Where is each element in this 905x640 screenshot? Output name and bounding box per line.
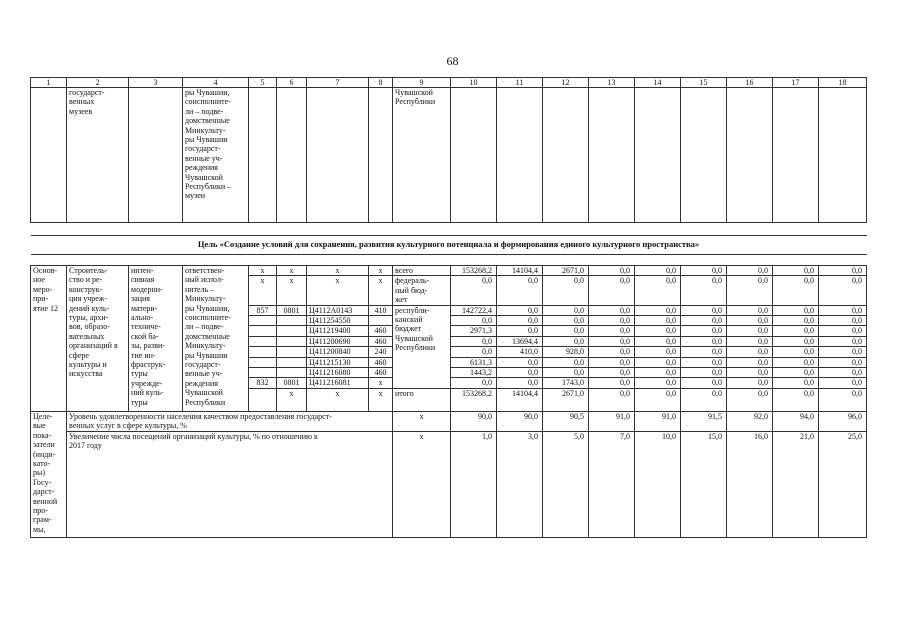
amount-cell: 0,0	[819, 316, 867, 326]
amount-cell: 0,0	[543, 276, 589, 305]
amount-cell: 2671,0	[543, 266, 589, 276]
page-number: 68	[446, 54, 459, 68]
table-cell: x	[249, 276, 277, 305]
amount-cell: 1743,0	[543, 378, 589, 388]
amount-cell: 0,0	[681, 357, 727, 367]
funding-source: итого	[393, 388, 451, 411]
amount-cell: 0,0	[681, 388, 727, 411]
amount-cell: 0,0	[773, 378, 819, 388]
amount-cell: 0,0	[589, 276, 635, 305]
amount-cell: 0,0	[681, 316, 727, 326]
amount-cell: 0,0	[451, 347, 497, 357]
indicator-value: 91,0	[589, 411, 635, 431]
amount-cell: 0,0	[497, 316, 543, 326]
amount-cell: 0,0	[635, 336, 681, 346]
amount-cell: 0,0	[773, 357, 819, 367]
table-cell: 857	[249, 305, 277, 315]
table-cell	[249, 347, 277, 357]
table-cell	[277, 368, 307, 378]
indicator-value: 90,0	[497, 411, 543, 431]
amount-cell: 0,0	[773, 336, 819, 346]
amount-cell: 0,0	[819, 378, 867, 388]
indicator-value: 7,0	[589, 431, 635, 537]
target-article-code: Ц411254550	[307, 316, 369, 326]
table-cell: x	[249, 266, 277, 276]
amount-cell: 0,0	[635, 305, 681, 315]
table-cell	[369, 88, 393, 223]
table-cell	[249, 357, 277, 367]
event-name: Строитель- ство и ре- конструк- ция учреж- дений куль- туры, архи- вов, образо- вательных организаций в сфере культуры и искусства	[67, 266, 129, 412]
column-number: 6	[277, 78, 307, 88]
continuation-row	[31, 88, 867, 223]
table-cell: x	[369, 276, 393, 305]
target-indicator-row	[31, 411, 867, 431]
table-cell: x	[307, 388, 369, 411]
table-cell: ры Чувашии, соисполните- ли – подве- домственные Минкульту- ры Чувашии государст- венные уч- реждения Чувашской Республики – музеи	[183, 88, 249, 223]
table-cell	[249, 88, 277, 223]
amount-cell: 0,0	[773, 276, 819, 305]
table-cell	[681, 88, 727, 223]
amount-cell: 0,0	[819, 266, 867, 276]
table-cell: x	[369, 388, 393, 411]
column-number: 8	[369, 78, 393, 88]
amount-cell: 0,0	[727, 347, 773, 357]
table-cell: x	[369, 266, 393, 276]
amount-cell: 0,0	[819, 347, 867, 357]
amount-cell: 0,0	[773, 347, 819, 357]
table-cell	[31, 255, 867, 266]
amount-cell: 0,0	[635, 357, 681, 367]
amount-cell: 0,0	[543, 305, 589, 315]
table-cell: x	[393, 431, 451, 537]
amount-cell: 0,0	[589, 336, 635, 346]
target-indicator-row	[31, 431, 867, 537]
indicator-value: 91,5	[681, 411, 727, 431]
table-body	[31, 78, 867, 538]
indicator-value: 3,0	[497, 431, 543, 537]
indicator-value: 15,0	[681, 431, 727, 537]
column-number: 2	[67, 78, 129, 88]
spacer-row	[31, 255, 867, 266]
amount-cell: 0,0	[727, 276, 773, 305]
amount-cell: 0,0	[727, 266, 773, 276]
targets-label: Целе- вые пока- затели (инди- като- ры) Госу- дарст- венной про- грам- мы,	[31, 411, 67, 537]
table-cell	[543, 88, 589, 223]
table-cell: государст- венных музеев	[67, 88, 129, 223]
column-number: 1	[31, 78, 67, 88]
amount-cell: 0,0	[727, 305, 773, 315]
column-number: 9	[393, 78, 451, 88]
amount-cell: 0,0	[819, 368, 867, 378]
indicator-value: 91,0	[635, 411, 681, 431]
target-article-code: Ц411219400	[307, 326, 369, 336]
table-cell: 460	[369, 336, 393, 346]
table-cell	[277, 347, 307, 357]
table-cell	[129, 88, 183, 223]
table-cell: 832	[249, 378, 277, 388]
column-number: 16	[727, 78, 773, 88]
amount-cell: 0,0	[451, 276, 497, 305]
amount-cell: 0,0	[589, 388, 635, 411]
table-cell: x	[277, 276, 307, 305]
column-number: 15	[681, 78, 727, 88]
amount-cell: 6131,3	[451, 357, 497, 367]
table-cell	[249, 316, 277, 326]
table-cell	[249, 326, 277, 336]
amount-cell: 0,0	[681, 336, 727, 346]
amount-cell: 0,0	[635, 347, 681, 357]
table-cell: Чувашской Республики	[393, 88, 451, 223]
column-number: 3	[129, 78, 183, 88]
amount-cell: 0,0	[819, 276, 867, 305]
amount-cell: 0,0	[589, 378, 635, 388]
indicator-value: 5,0	[543, 431, 589, 537]
target-article-code: Ц411216081	[307, 378, 369, 388]
amount-cell: 928,0	[543, 347, 589, 357]
table-cell: 0801	[277, 378, 307, 388]
column-number: 14	[635, 78, 681, 88]
amount-cell: 0,0	[681, 326, 727, 336]
amount-cell: 0,0	[773, 316, 819, 326]
amount-cell: 0,0	[727, 326, 773, 336]
indicator-value: 25,0	[819, 431, 867, 537]
amount-cell: 0,0	[589, 368, 635, 378]
amount-cell: 0,0	[497, 368, 543, 378]
table-cell	[773, 88, 819, 223]
amount-cell: 0,0	[727, 368, 773, 378]
table-cell: x	[307, 276, 369, 305]
amount-cell: 0,0	[681, 368, 727, 378]
amount-cell: 0,0	[727, 336, 773, 346]
column-number: 11	[497, 78, 543, 88]
event-executor: ответствен- ный испол- нитель – Минкульту- ры Чувашии, соисполните- ли – подве- домственные Минкульту- ры Чувашии государст- венные уч- реждения Чувашской Республики	[183, 266, 249, 412]
indicator-value: 92,0	[727, 411, 773, 431]
amount-cell: 0,0	[773, 326, 819, 336]
table-cell	[307, 88, 369, 223]
funding-source: федераль- ный бюд- жет	[393, 276, 451, 305]
table-cell: 410	[369, 305, 393, 315]
table-cell: x	[277, 266, 307, 276]
table-cell	[31, 223, 867, 236]
amount-cell: 0,0	[451, 316, 497, 326]
table-cell: 460	[369, 357, 393, 367]
amount-cell: 0,0	[543, 357, 589, 367]
table-cell: x	[277, 388, 307, 411]
amount-cell: 0,0	[497, 357, 543, 367]
table-cell: 240	[369, 347, 393, 357]
amount-cell: 0,0	[819, 357, 867, 367]
amount-cell: 0,0	[635, 368, 681, 378]
table-cell	[277, 326, 307, 336]
table-cell: 460	[369, 368, 393, 378]
goal-row	[31, 236, 867, 255]
amount-cell: 0,0	[451, 336, 497, 346]
amount-cell: 0,0	[497, 305, 543, 315]
table-cell	[727, 88, 773, 223]
amount-cell: 0,0	[681, 305, 727, 315]
amount-cell: 0,0	[543, 336, 589, 346]
table-cell	[369, 316, 393, 326]
funding-source: республи- канский бюджет Чувашской Республики	[393, 305, 451, 388]
column-number: 5	[249, 78, 277, 88]
indicator-value: 96,0	[819, 411, 867, 431]
amount-cell: 0,0	[635, 326, 681, 336]
amount-cell: 153268,2	[451, 388, 497, 411]
event-label: Основ- ное меро- при- ятие 12	[31, 266, 67, 412]
table-cell: x	[307, 266, 369, 276]
funding-source: всего	[393, 266, 451, 276]
amount-cell: 0,0	[819, 336, 867, 346]
amount-cell: 0,0	[819, 305, 867, 315]
amount-cell: 0,0	[727, 316, 773, 326]
indicator-value: 90,5	[543, 411, 589, 431]
amount-cell: 0,0	[773, 368, 819, 378]
indicator-value: 1,0	[451, 431, 497, 537]
table-cell	[589, 88, 635, 223]
amount-cell: 0,0	[681, 347, 727, 357]
table-cell	[249, 368, 277, 378]
budget-table	[30, 77, 867, 538]
amount-cell: 0,0	[635, 378, 681, 388]
column-number: 17	[773, 78, 819, 88]
amount-cell: 0,0	[635, 276, 681, 305]
amount-cell: 0,0	[543, 316, 589, 326]
table-cell: x	[393, 411, 451, 431]
table-cell	[249, 336, 277, 346]
amount-cell: 0,0	[635, 266, 681, 276]
column-number: 4	[183, 78, 249, 88]
indicator-name: Увеличение числа посещений организаций культуры, % по отношению к 2017 году	[67, 431, 393, 537]
amount-cell: 0,0	[727, 388, 773, 411]
column-number: 7	[307, 78, 369, 88]
table-cell	[497, 88, 543, 223]
amount-cell: 0,0	[819, 326, 867, 336]
target-article-code: Ц411200690	[307, 336, 369, 346]
target-article-code: Ц411200840	[307, 347, 369, 357]
amount-cell: 0,0	[681, 378, 727, 388]
amount-cell: 0,0	[589, 347, 635, 357]
amount-cell: 13694,4	[497, 336, 543, 346]
column-number: 12	[543, 78, 589, 88]
indicator-value: 10,0	[635, 431, 681, 537]
event-task: интен- сивная модерни- зация матери- ально- техниче- ской ба- зы, разви- тие ин- фраструк- туры учрежде- ний куль- туры	[129, 266, 183, 412]
indicator-value: 90,0	[451, 411, 497, 431]
amount-cell: 0,0	[727, 378, 773, 388]
indicator-value: 21,0	[773, 431, 819, 537]
table-cell: 0801	[277, 305, 307, 315]
amount-cell: 0,0	[773, 388, 819, 411]
amount-cell: 0,0	[727, 357, 773, 367]
amount-cell: 0,0	[589, 357, 635, 367]
amount-cell: 410,0	[497, 347, 543, 357]
amount-cell: 142722,4	[451, 305, 497, 315]
indicator-name: Уровень удовлетворенности населения качеством предоставления государст- венных услуг в сфере культуры, %	[67, 411, 393, 431]
column-number: 18	[819, 78, 867, 88]
amount-cell: 0,0	[497, 378, 543, 388]
amount-cell: 0,0	[589, 316, 635, 326]
amount-cell: 0,0	[635, 388, 681, 411]
table-cell: x	[369, 378, 393, 388]
header-row	[31, 78, 867, 88]
table-cell: 460	[369, 326, 393, 336]
amount-cell: 14104,4	[497, 266, 543, 276]
table-cell	[277, 336, 307, 346]
amount-cell: 0,0	[589, 326, 635, 336]
amount-cell: 0,0	[819, 388, 867, 411]
indicator-value: 94,0	[773, 411, 819, 431]
spacer-row	[31, 223, 867, 236]
amount-cell: 0,0	[543, 326, 589, 336]
amount-cell: 2671,0	[543, 388, 589, 411]
amount-cell: 0,0	[497, 326, 543, 336]
column-number: 10	[451, 78, 497, 88]
amount-cell: 0,0	[589, 305, 635, 315]
amount-cell: 0,0	[773, 305, 819, 315]
amount-cell: 1443,2	[451, 368, 497, 378]
amount-cell: 0,0	[589, 266, 635, 276]
table-cell	[249, 388, 277, 411]
table-cell	[277, 357, 307, 367]
amount-cell: 0,0	[543, 368, 589, 378]
indicator-value: 16,0	[727, 431, 773, 537]
target-article-code: Ц4112А0143	[307, 305, 369, 315]
amount-cell: 153268,2	[451, 266, 497, 276]
amount-cell: 0,0	[681, 276, 727, 305]
table-cell	[451, 88, 497, 223]
table-cell	[31, 88, 67, 223]
amount-cell: 14104,4	[497, 388, 543, 411]
amount-cell: 0,0	[773, 266, 819, 276]
target-article-code: Ц411215130	[307, 357, 369, 367]
amount-cell: 2971,3	[451, 326, 497, 336]
table-cell	[277, 316, 307, 326]
amount-cell: 0,0	[497, 276, 543, 305]
goal-heading: Цель «Создание условий для сохранения, развития культурного потенциала и формирования единого культурного пространства»	[197, 239, 700, 250]
table-cell	[635, 88, 681, 223]
amount-cell: 0,0	[681, 266, 727, 276]
event-row-total	[31, 266, 867, 276]
amount-cell: 0,0	[635, 316, 681, 326]
target-article-code: Ц411216080	[307, 368, 369, 378]
amount-cell: 0,0	[451, 378, 497, 388]
column-number: 13	[589, 78, 635, 88]
table-cell	[277, 88, 307, 223]
table-cell	[819, 88, 867, 223]
